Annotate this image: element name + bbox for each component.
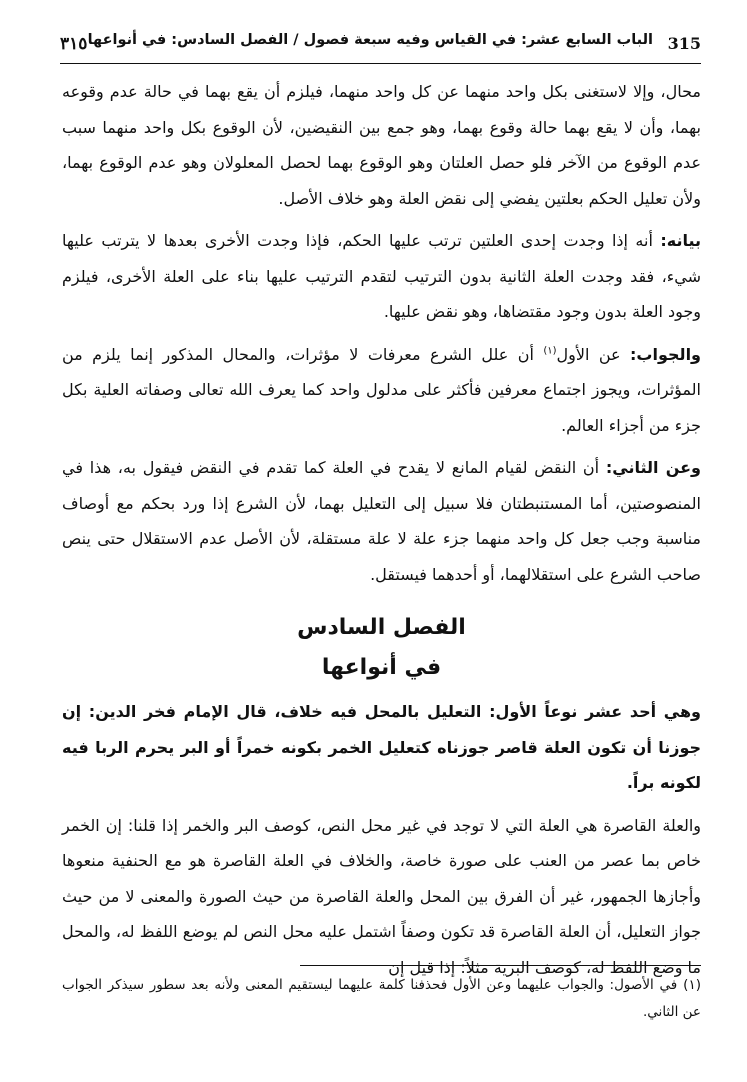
footnote [62, 972, 701, 1026]
paragraph-text: أن النقض لقيام المانع لا يقدح في العلة كما تقدم في النقض فيقول به، هذا في المنصوصتين، أما المستنبطتان فلا سبيل إلى التعليل بهما، لأن الشرع إذا ورد بحكم مع أوصاف مناسبة وجب جعل كل واحد منهما جزء علة لا علة مستقلة، لأن الأصل عدم الاستقلال حتى ينص صاحب الشرع على استقلالهما، أو أحدهما فيستقل. [62, 458, 701, 584]
page-number-latin: 315 [667, 34, 701, 53]
paragraph-lead: والجواب: [630, 344, 701, 364]
running-head [60, 30, 701, 62]
footnote-rule [300, 965, 701, 966]
closing-paragraph: والعلة القاصرة هي العلة التي لا توجد في غير محل النص، كوصف البر والخمر إذا قلنا: إن الخمر خاص بما عصر من العنب على صورة خاصة، والخلاف في العلة القاصرة هو مع الحنفية منعوها وأجازها الجمهور، غير أن الفرق بين المحل والعلة القاصرة من حيث الصورة والمعنى لا من حيث جواز التعليل، أن العلة القاصرة قد تكون وصفاً اشتمل عليه محل النص لم يوضع اللفظ له، والمحل ما وضع اللفظ له، كوصف البرية مثلاً: إذا قيل إن [62, 815, 701, 977]
paragraph-lead: وعن الثاني: [605, 458, 702, 477]
paragraph-text: محال، وإلا لاستغنى بكل واحد منهما عن كل واحد منهما، فيلزم أن يقع بهما في حالة عدم وقوعه بهما، وأن لا يقع بهما حالة وقوع بهما، وهو جمع بين النقيضين، لأن الوقوع بكل واحد منهما سبب عدم الوقوع من الآخر فلو حصل العلتان وهو الوقوع بهما لحصل المعلولان وهو عدم الوقوع بهما، ولأن تعليل الحكم بعلتين يفضي إلى نقض العلة وهو خلاف الأصل. [62, 82, 701, 208]
paragraph-second-answer [62, 450, 701, 592]
running-title: الباب السابع عشر: في القياس وفيه سبعة فصول / الفصل السادس: في أنواعها [87, 32, 653, 48]
paragraph-text: أنه إذا وجدت إحدى العلتين ترتب عليها الحكم، فإذا وجدت الأخرى بعدها لا يترتب عليها شيء، فقد وجدت العلة الثانية بدون الترتيب لتقدم الترتيب عليها بناء على العلة الأخرى، فيلزم وجود العلة بدون وجود مقتضاها، وهو نقض عليها. [62, 231, 701, 321]
chapter-title: الفصل السادس [297, 615, 466, 640]
page-number-arabic: ٣١٥ [60, 34, 88, 54]
footnote-text: في الأصول: والجواب عليهما وعن الأول فحذفنا كلمة عليهما ليستقيم المعنى ولأنه بعد سطور سيذكر الجواب عن الثاني. [62, 977, 701, 1020]
page-body [62, 74, 701, 992]
chapter-subtitle: في أنواعها [321, 655, 442, 680]
footnote-number: (١) [683, 977, 701, 993]
paragraph-lead: بيانه: [660, 231, 701, 250]
paragraph-text-before-note: عن الأول [556, 344, 631, 364]
paragraph-bayanuhu [62, 223, 701, 330]
header-rule [60, 63, 701, 64]
paragraph-answer [62, 337, 701, 444]
paragraph-text: أن علل الشرع معرفات لا مؤثرات، والمحال المذكور إنما يلزم من المؤثرات، ويجوز اجتماع معرفين فأكثر على مدلول واحد كما يعرف الله تعالى وصفاته العلية بكل جزء من أجزاء العالم. [62, 344, 701, 435]
bold-paragraph: وهي أحد عشر نوعاً الأول: التعليل بالمحل فيه خلاف، قال الإمام فخر الدين: إن جوزنا أن تكون العلة قاصر جوزناه كتعليل الخمر بكونه خمراً أو البر يحرم الربا فيه لكونه براً. [62, 702, 701, 792]
paragraph-continuation [62, 74, 701, 216]
footnote-ref[interactable]: (١) [543, 345, 557, 357]
